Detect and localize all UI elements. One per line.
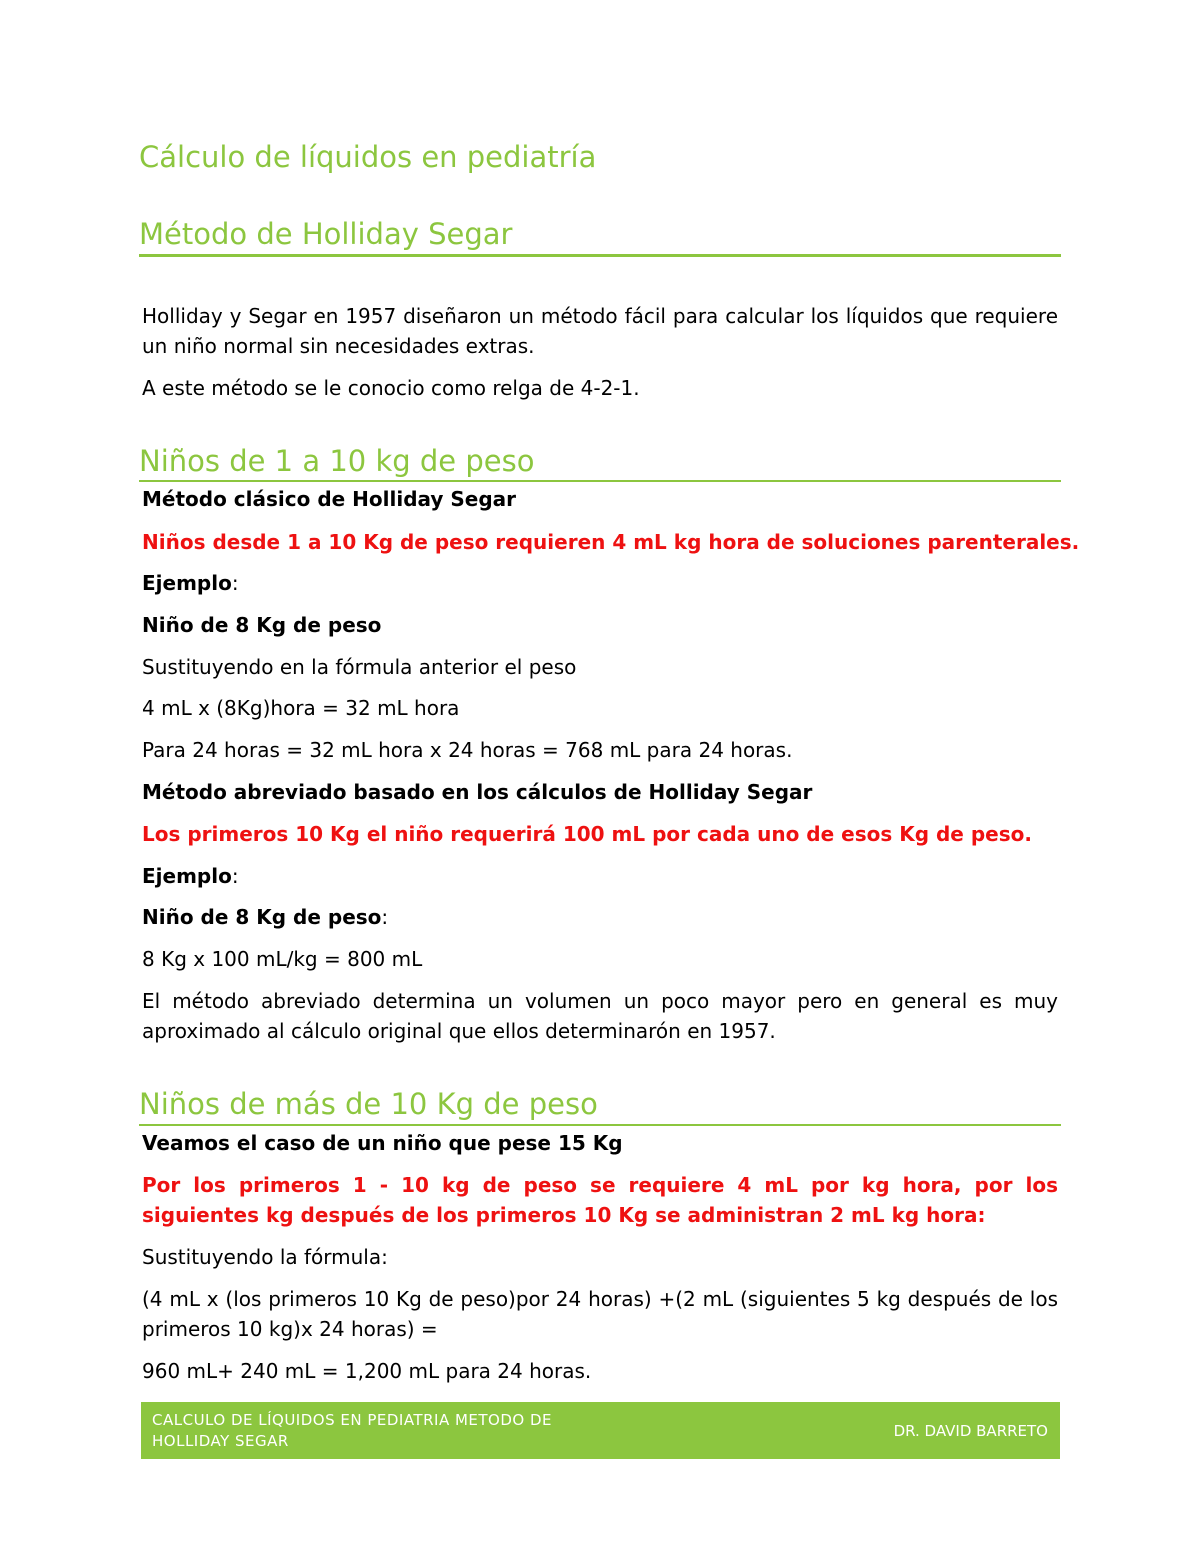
footer-author: DR. DAVID BARRETO xyxy=(893,1422,1048,1440)
section-heading-1-10kg: Niños de 1 a 10 kg de peso xyxy=(139,444,535,478)
section-heading-over-10kg: Niños de más de 10 Kg de peso xyxy=(139,1087,598,1121)
example-step: Sustituyendo en la fórmula anterior el peso xyxy=(142,655,577,679)
section-heading-holliday-segar: Método de Holliday Segar xyxy=(139,217,513,251)
intro-paragraph: Holliday y Segar en 1957 diseñaron un método fácil para calcular los líquidos que requiere un niño normal sin necesidades extras. xyxy=(142,304,1058,358)
subheading-abbreviated-method: Método abreviado basado en los cálculos de Holliday Segar xyxy=(142,780,813,804)
example-case: Niño de 8 Kg de peso xyxy=(142,613,382,637)
example-step: 4 mL x (8Kg)hora = 32 mL hora xyxy=(142,696,460,720)
footer-document-title: CALCULO DE LÍQUIDOS EN PEDIATRIA METODO DE HOLLIDAY SEGAR xyxy=(152,1411,553,1450)
example-result: 960 mL+ 240 mL = 1,200 mL para 24 horas. xyxy=(142,1359,592,1383)
over-10kg-rule-text: Por los primeros 1 - 10 kg de peso se requiere 4 mL por kg hora, por los siguientes kg después de los primeros 10 Kg se administran 2 mL kg hora: xyxy=(142,1173,1058,1227)
example-step: Para 24 horas = 32 mL hora x 24 horas = 768 mL para 24 horas. xyxy=(142,738,793,762)
page-footer xyxy=(141,1402,1060,1459)
example-step: Sustituyendo la fórmula: xyxy=(142,1245,388,1269)
document-title: Cálculo de líquidos en pediatría xyxy=(139,140,597,174)
example-step: 8 Kg x 100 mL/kg = 800 mL xyxy=(142,947,423,971)
abbreviated-rule-text: Los primeros 10 Kg el niño requerirá 100 mL por cada uno de esos Kg de peso. xyxy=(142,822,1032,846)
section-divider xyxy=(139,1124,1061,1126)
subheading-15kg-case: Veamos el caso de un niño que pese 15 Kg xyxy=(142,1131,623,1155)
section-divider xyxy=(139,254,1061,257)
comparison-paragraph: El método abreviado determina un volumen un poco mayor pero en general es muy aproximado al cálculo original que ellos determinarón en 1957. xyxy=(142,989,1058,1043)
section-divider xyxy=(139,480,1061,482)
example-label: Ejemplo: xyxy=(142,864,239,888)
example-label: Ejemplo: xyxy=(142,571,239,595)
example-case: Niño de 8 Kg de peso: xyxy=(142,905,389,929)
example-formula: (4 mL x (los primeros 10 Kg de peso)por 24 horas) +(2 mL (siguientes 5 kg después de los primeros 10 kg)x 24 horas) = xyxy=(142,1287,1058,1341)
classic-rule-text: Niños desde 1 a 10 Kg de peso requieren 4 mL kg hora de soluciones parenterales. xyxy=(142,530,1080,554)
rule-421-paragraph: A este método se le conocio como relga de 4-2-1. xyxy=(142,376,640,400)
subheading-classic-method: Método clásico de Holliday Segar xyxy=(142,487,517,511)
